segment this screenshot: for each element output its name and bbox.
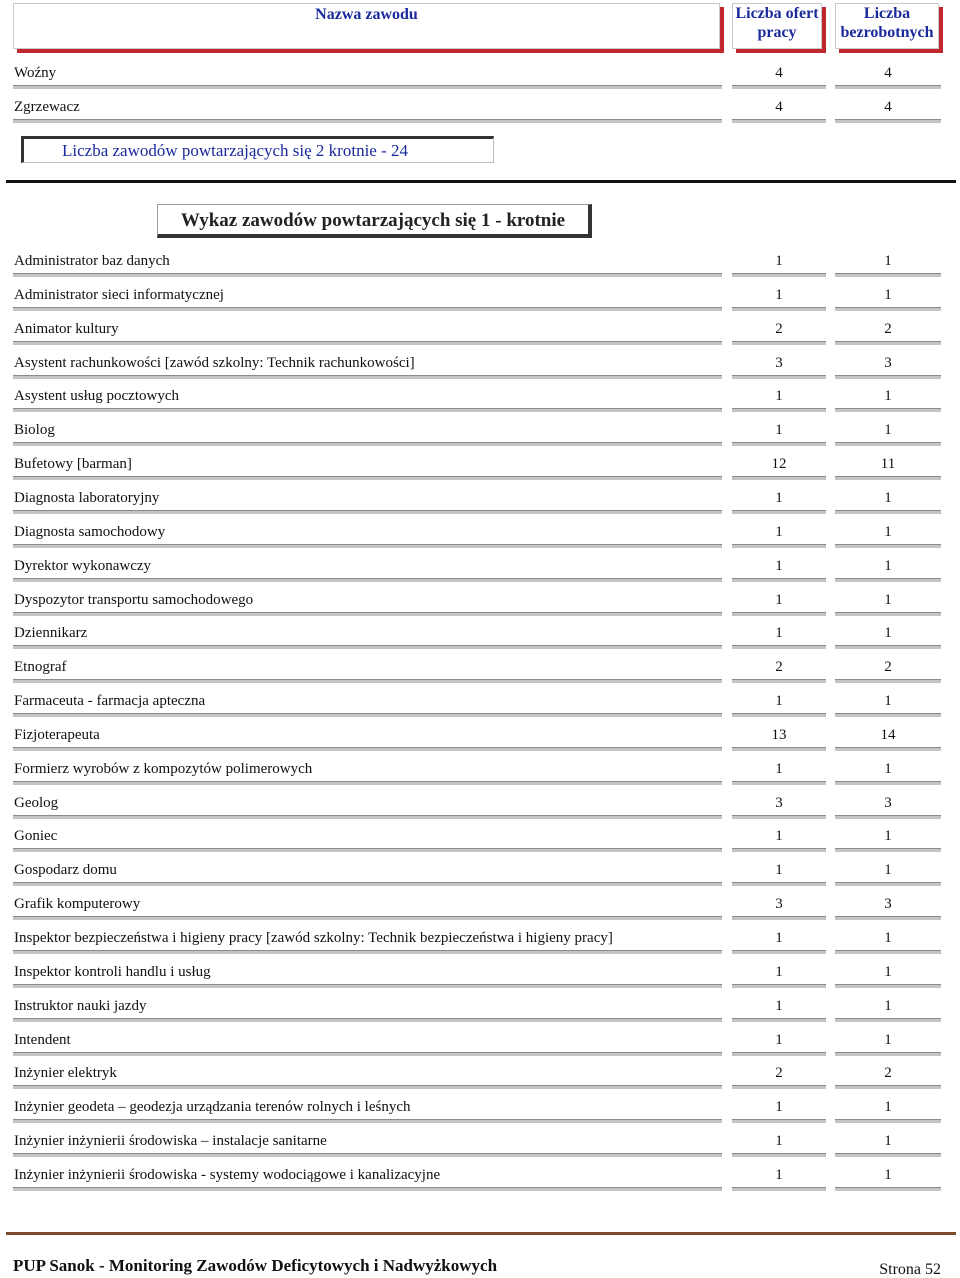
unemployed-count: 1 <box>884 388 892 405</box>
table-row <box>0 92 960 126</box>
offers-count: 1 <box>775 625 783 642</box>
offers-count: 1 <box>775 760 783 777</box>
offers-count: 1 <box>775 1031 783 1048</box>
offers-count: 1 <box>775 693 783 710</box>
unemployed-count: 14 <box>880 726 896 743</box>
offers-count: 1 <box>775 1166 783 1183</box>
unemployed-count: 4 <box>884 98 892 115</box>
table-row <box>0 652 960 686</box>
table-row <box>0 720 960 754</box>
unemployed-count: 1 <box>884 760 892 777</box>
table-row <box>0 246 960 280</box>
unemployed-count: 1 <box>884 557 892 574</box>
occupation-name: Diagnosta laboratoryjny <box>14 489 160 506</box>
unemployed-count: 1 <box>884 1031 892 1048</box>
table-row <box>0 314 960 348</box>
unemployed-count: 2 <box>884 320 892 337</box>
repeat-count-summary: Liczba zawodów powtarzających się 2 krotnie - 24 <box>21 136 494 163</box>
table-row <box>0 58 960 92</box>
table-row <box>0 1126 960 1160</box>
unemployed-count: 3 <box>884 794 892 811</box>
offers-count: 2 <box>775 659 783 676</box>
unemployed-count: 2 <box>884 1065 892 1082</box>
occupation-name: Instruktor nauki jazdy <box>14 997 147 1014</box>
unemployed-count: 1 <box>884 862 892 879</box>
occupation-name: Dyspozytor transportu samochodowego <box>14 591 254 608</box>
offers-count: 4 <box>775 65 783 81</box>
table-row <box>0 889 960 923</box>
table-row <box>0 1092 960 1126</box>
occupation-name: Geolog <box>14 794 59 811</box>
occupation-name: Gospodarz domu <box>14 862 117 879</box>
offers-count: 1 <box>775 930 783 946</box>
offers-count: 3 <box>775 896 783 913</box>
occupation-name: Intendent <box>14 1031 71 1048</box>
offers-count: 1 <box>775 557 783 574</box>
offers-count: 13 <box>771 726 787 743</box>
unemployed-count: 3 <box>884 896 892 913</box>
occupation-name: Inżynier inżynierii środowiska - systemy wodociągowe i kanalizacyjne <box>14 1166 441 1183</box>
table-row <box>0 517 960 551</box>
offers-count: 1 <box>775 591 783 608</box>
occupation-name: Asystent rachunkowości [zawód szkolny: Technik rachunkowości] <box>14 354 415 371</box>
table-row <box>0 415 960 449</box>
unemployed-count: 11 <box>880 456 896 473</box>
occupation-name: Fizjoterapeuta <box>14 726 100 743</box>
offers-count: 1 <box>775 1133 783 1150</box>
occupation-name: Inspektor kontroli handlu i usług <box>14 963 211 980</box>
table-row <box>0 957 960 991</box>
unemployed-count: 1 <box>884 625 892 642</box>
offers-count: 2 <box>775 320 783 337</box>
table-row <box>0 551 960 585</box>
unemployed-count: 1 <box>884 963 892 980</box>
table-row <box>0 483 960 517</box>
occupation-name: Biolog <box>14 422 55 439</box>
column-header-name: Nazwa zawodu <box>13 3 720 49</box>
table-row <box>0 381 960 415</box>
occupation-name: Animator kultury <box>14 320 119 337</box>
table-row <box>0 1058 960 1092</box>
section-divider <box>6 180 956 183</box>
occupation-name: Inżynier geodeta – geodezja urządzania terenów rolnych i leśnych <box>14 1099 411 1116</box>
offers-count: 1 <box>775 963 783 980</box>
offers-count: 3 <box>775 794 783 811</box>
table-row <box>0 585 960 619</box>
table-row <box>0 686 960 720</box>
offers-count: 2 <box>775 1065 783 1082</box>
offers-count: 1 <box>775 286 783 303</box>
occupation-name: Bufetowy [barman] <box>14 456 132 473</box>
unemployed-count: 1 <box>884 1133 892 1150</box>
table-row <box>0 923 960 957</box>
occupation-name: Diagnosta samochodowy <box>14 523 166 540</box>
unemployed-count: 1 <box>884 523 892 540</box>
occupation-name: Woźny <box>14 65 57 81</box>
table-row <box>0 280 960 314</box>
offers-count: 1 <box>775 862 783 879</box>
table-row <box>0 788 960 822</box>
occupation-name: Asystent usług pocztowych <box>14 388 179 405</box>
occupation-name: Goniec <box>14 828 58 845</box>
offers-count: 4 <box>775 98 783 115</box>
unemployed-count: 1 <box>884 930 892 946</box>
offers-count: 1 <box>775 388 783 405</box>
column-header-offers: Liczba ofert pracy <box>732 3 822 49</box>
offers-count: 12 <box>771 456 787 473</box>
unemployed-count: 1 <box>884 253 892 269</box>
table-row <box>0 1025 960 1059</box>
offers-count: 1 <box>775 422 783 439</box>
unemployed-count: 1 <box>884 422 892 439</box>
unemployed-count: 1 <box>884 1166 892 1183</box>
table-row <box>0 991 960 1025</box>
occupation-name: Inżynier inżynierii środowiska – instalacje sanitarne <box>14 1133 327 1150</box>
offers-count: 1 <box>775 1099 783 1116</box>
occupation-name: Grafik komputerowy <box>14 896 141 913</box>
offers-count: 1 <box>775 253 783 269</box>
table-row <box>0 348 960 382</box>
table-row <box>0 618 960 652</box>
table-row <box>0 754 960 788</box>
occupation-name: Inspektor bezpieczeństwa i higieny pracy [zawód szkolny: Technik bezpieczeństwa i higieny pracy] <box>14 930 613 946</box>
occupation-name: Zgrzewacz <box>14 98 80 115</box>
page-number: Strona 52 <box>879 1261 941 1278</box>
unemployed-count: 1 <box>884 693 892 710</box>
occupation-name: Inżynier elektryk <box>14 1065 117 1082</box>
offers-count: 1 <box>775 523 783 540</box>
table-row <box>0 1160 960 1194</box>
occupation-name: Etnograf <box>14 659 67 676</box>
unemployed-count: 1 <box>884 997 892 1014</box>
table-row <box>0 821 960 855</box>
unemployed-count: 1 <box>884 489 892 506</box>
offers-count: 3 <box>775 354 783 371</box>
table-row <box>0 449 960 483</box>
unemployed-count: 1 <box>884 286 892 303</box>
occupation-name: Dyrektor wykonawczy <box>14 557 152 574</box>
column-header-unemployed: Liczba bezrobotnych <box>835 3 939 49</box>
unemployed-count: 1 <box>884 591 892 608</box>
unemployed-count: 3 <box>884 354 892 371</box>
offers-count: 1 <box>775 489 783 506</box>
unemployed-count: 4 <box>884 65 892 81</box>
occupation-name: Administrator sieci informatycznej <box>14 286 224 303</box>
unemployed-count: 1 <box>884 828 892 845</box>
offers-count: 1 <box>775 997 783 1014</box>
section-title: Wykaz zawodów powtarzających się 1 - krotnie <box>157 204 592 238</box>
offers-count: 1 <box>775 828 783 845</box>
occupation-name: Dziennikarz <box>14 625 88 642</box>
footer-title: PUP Sanok - Monitoring Zawodów Deficytowych i Nadwyżkowych <box>13 1256 498 1275</box>
occupation-name: Administrator baz danych <box>14 253 170 269</box>
table-row <box>0 855 960 889</box>
occupation-name: Farmaceuta - farmacja apteczna <box>14 693 206 710</box>
occupation-name: Formierz wyrobów z kompozytów polimerowych <box>14 760 313 777</box>
unemployed-count: 1 <box>884 1099 892 1116</box>
unemployed-count: 2 <box>884 659 892 676</box>
footer-divider <box>6 1232 956 1235</box>
